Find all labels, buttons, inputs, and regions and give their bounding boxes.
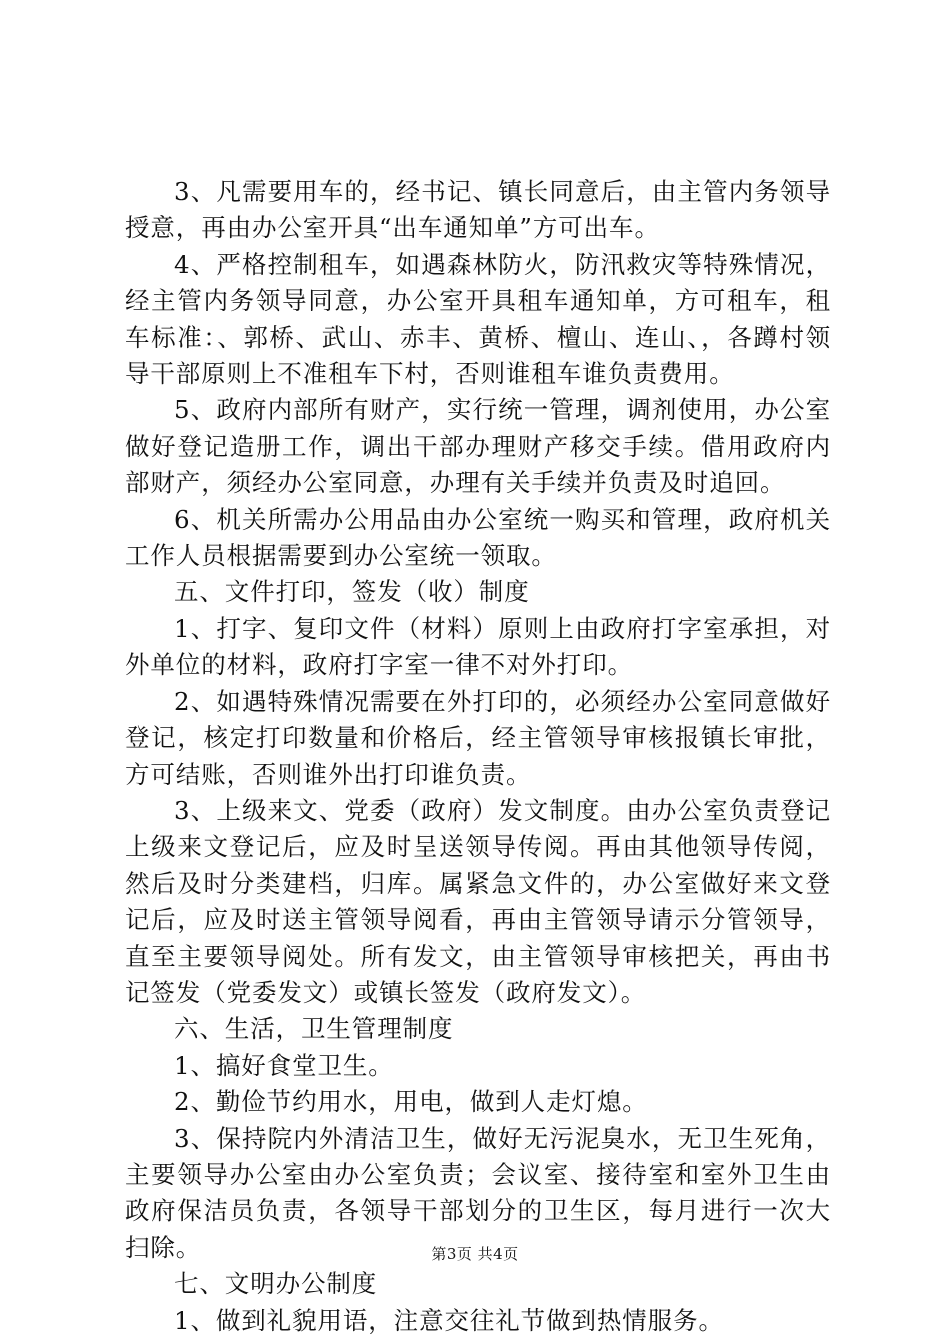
document-body: [125, 174, 831, 1339]
paragraph-save-water-power: 2、勤俭节约用水，用电，做到人走灯熄。: [174, 1087, 648, 1117]
paragraph-vehicle-use: 3、凡需要用车的，经书记、镇长同意后，由主管内务领导授意，再由办公室开具“出车通知单”方可出车。: [125, 177, 831, 243]
paragraph-courtyard-cleaning: 3、保持院内外清洁卫生，做好无污泥臭水，无卫生死角，主要领导办公室由办公室负责；会议室、接待室和室外卫生由政府保洁员负责，各领导干部划分的卫生区，每月进行一次大扫除。: [125, 1123, 831, 1262]
section-heading-civilized-office: 七、文明办公制度: [174, 1269, 378, 1299]
section-heading-document-printing: 五、文件打印，签发（收）制度: [174, 577, 530, 607]
paragraph-typing-copying: 1、打字、复印文件（材料）原则上由政府打字室承担，对外单位的材料，政府打字室一律不对外打印。: [125, 613, 831, 680]
paragraph-car-rental: 4、严格控制租车，如遇森林防火，防汛救灾等特殊情况，经主管内务领导同意，办公室开具租车通知单，方可租车，租车标准：、郭桥、武山、赤丰、黄桥、檀山、连山、，各蹲村领导干部原则上不准租车下村，否则谁租车谁负责费用。: [125, 249, 831, 389]
paragraph-canteen-hygiene: 1、搞好食堂卫生。: [174, 1050, 394, 1080]
page-number-footer: 第3页 共4页: [431, 1245, 519, 1263]
paragraph-property-management: 5、政府内部所有财产，实行统一管理，调剂使用，办公室做好登记造册工作，调出干部办理财产移交手续。借用政府内部财产，须经办公室同意，办理有关手续并负责及时追回。: [125, 395, 831, 498]
section-heading-living-hygiene: 六、生活，卫生管理制度: [174, 1014, 454, 1044]
paragraph-polite-language: 1、做到礼貌用语，注意交往礼节做到热情服务。: [174, 1305, 724, 1335]
paragraph-incoming-outgoing-documents: 3、上级来文、党委（政府）发文制度。由办公室负责登记上级来文登记后，应及时呈送领导传阅。再由其他领导传阅，然后及时分类建档，归库。属紧急文件的，办公室做好来文登记后，应及时送主管领导阅看，再由主管领导请示分管领导，直至主要领导阅处。所有发文，由主管领导审核把关，再由书记签发（党委发文）或镇长签发（政府发文）。: [125, 795, 831, 1007]
paragraph-external-printing: 2、如遇特殊情况需要在外打印的，必须经办公室同意做好登记，核定打印数量和价格后，经主管领导审核报镇长审批，方可结账，否则谁外出打印谁负责。: [125, 686, 831, 789]
paragraph-office-supplies: 6、机关所需办公用品由办公室统一购买和管理，政府机关工作人员根据需要到办公室统一领取。: [125, 504, 831, 571]
